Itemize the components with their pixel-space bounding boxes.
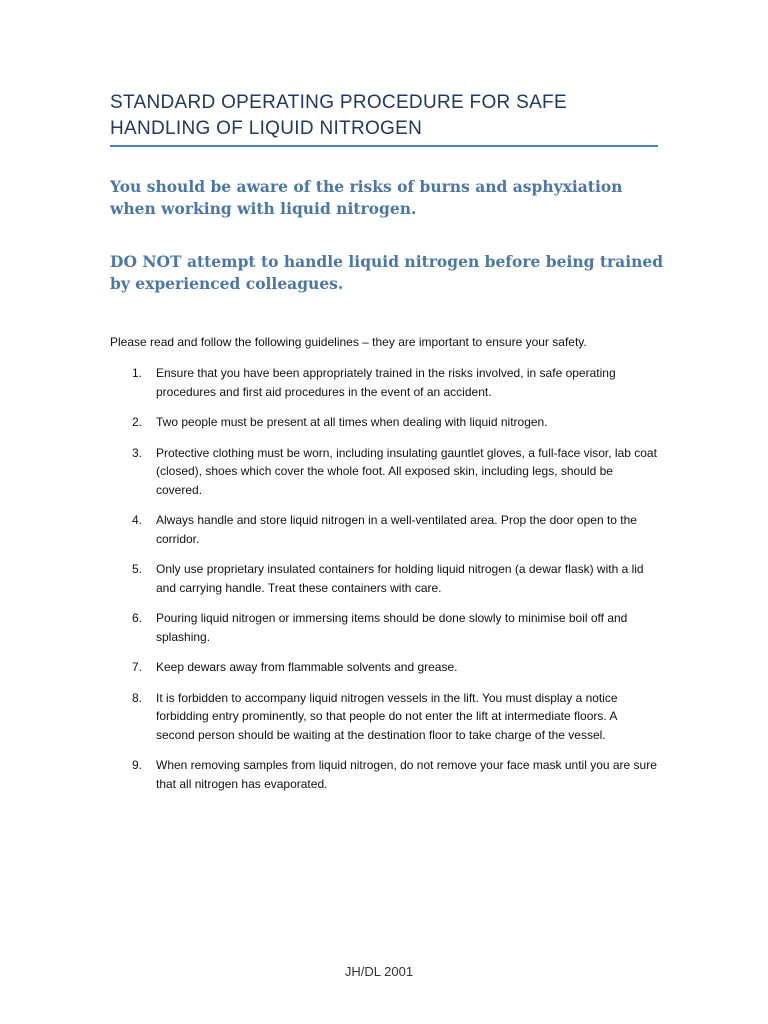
guideline-number: 8. <box>132 690 143 705</box>
guideline-number: 9. <box>132 758 143 772</box>
guideline-item <box>110 689 658 745</box>
guideline-number: 2. <box>132 415 143 429</box>
guideline-item <box>110 413 658 432</box>
guideline-text: When removing samples from liquid nitrogen, do not remove your face mask until you are sure that all nitrogen has evaporated. <box>156 758 657 791</box>
guideline-item <box>110 609 658 646</box>
title-line-1: STANDARD OPERATING PROCEDURE FOR SAFE <box>110 92 567 113</box>
guideline-number: 1. <box>132 366 143 380</box>
guideline-text: Only use proprietary insulated containers for holding liquid nitrogen (a dewar flask) with a lid and carrying handle. Treat these containers with care. <box>156 562 644 595</box>
guideline-text: Ensure that you have been appropriately trained in the risks involved, in safe operating procedures and first aid procedures in the event of an accident. <box>156 366 616 399</box>
guidelines-list <box>110 364 658 805</box>
document-title <box>110 90 670 142</box>
guideline-item <box>110 560 658 597</box>
guidelines-intro: Please read and follow the following guidelines – they are important to ensure your safety. <box>110 335 587 349</box>
training-warning: DO NOT attempt to handle liquid nitrogen before being trained by experienced colleagues. <box>110 252 664 293</box>
guideline-number: 7. <box>132 660 143 674</box>
guideline-item <box>110 756 658 793</box>
guideline-item <box>110 364 658 401</box>
risk-warning: You should be aware of the risks of burns and asphyxiation when working with liquid nitrogen. <box>110 177 623 218</box>
guideline-text: Two people must be present at all times when dealing with liquid nitrogen. <box>156 415 548 429</box>
guideline-text: Protective clothing must be worn, including insulating gauntlet gloves, a full-face visor, lab coat (closed), shoes which cover the whole foot. All exposed skin, including legs, should be covered. <box>156 445 657 497</box>
guideline-item <box>110 658 658 677</box>
guideline-number: 5. <box>132 562 143 576</box>
guideline-item <box>110 444 658 500</box>
guideline-text: Pouring liquid nitrogen or immersing items should be done slowly to minimise boil off and splashing. <box>156 611 628 644</box>
document-reference-footer: JH/DL 2001 <box>344 964 414 979</box>
guideline-text: Keep dewars away from flammable solvents and grease. <box>156 660 458 674</box>
title-line-2: HANDLING OF LIQUID NITROGEN <box>110 118 423 139</box>
guideline-text: It is forbidden to accompany liquid nitrogen vessels in the lift. You must display a notice forbidding entry prominently, so that people do not enter the lift at intermediate floors. A second person should be waiting at the destination floor to take charge of the vessel. <box>156 690 618 742</box>
guideline-number: 3. <box>132 445 143 460</box>
guideline-text: Always handle and store liquid nitrogen in a well-ventilated area. Prop the door open to the corridor. <box>156 513 637 546</box>
guideline-number: 4. <box>132 513 143 527</box>
guideline-number: 6. <box>132 611 143 625</box>
title-underline-divider <box>110 145 658 147</box>
guideline-item <box>110 511 658 548</box>
